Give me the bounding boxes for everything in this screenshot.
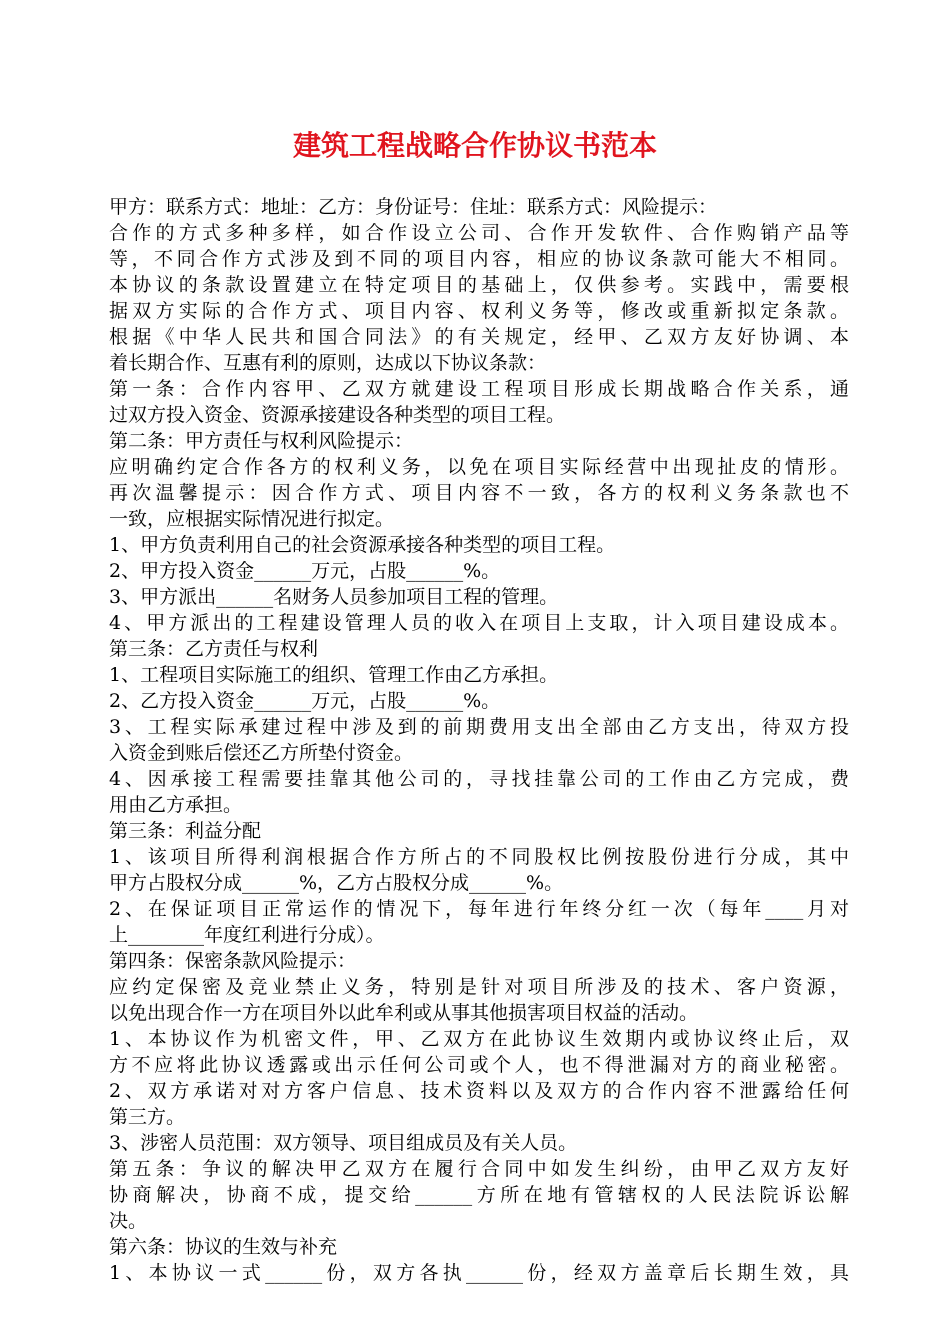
text-line: 3、甲方派出______名财务人员参加项目工程的管理。 <box>109 586 559 608</box>
text-line: 4、甲方派出的工程建设管理人员的收入在项目上支取，计入项目建设成本。 <box>109 612 849 634</box>
text-line: 协商解决，协商不成，提交给______方所在地有管辖权的人民法院诉讼解 <box>109 1184 849 1206</box>
text-line: 应明确约定合作各方的权利义务，以免在项目实际经营中出现扯皮的情形。 <box>109 456 849 478</box>
text-line: 3、工程实际承建过程中涉及到的前期费用支出全部由乙方支出，待双方投 <box>109 716 849 738</box>
text-line: 第四条：保密条款风险提示： <box>109 950 357 972</box>
text-line: 决。 <box>109 1210 148 1232</box>
text-line: 2、双方承诺对对方客户信息、技术资料以及双方的合作内容不泄露给任何 <box>109 1080 849 1102</box>
document-body <box>109 194 849 1286</box>
text-line: 据双方实际的合作方式、项目内容、权利义务等，修改或重新拟定条款。 <box>109 300 849 322</box>
text-line: 第六条：协议的生效与补充 <box>109 1236 338 1258</box>
text-line: 第五条：争议的解决甲乙双方在履行合同中如发生纠纷，由甲乙双方友好 <box>109 1158 849 1180</box>
text-line: 3、涉密人员范围：双方领导、项目组成员及有关人员。 <box>109 1132 578 1154</box>
text-line: 第三条：利益分配 <box>109 820 262 842</box>
text-line: 2、甲方投入资金______万元，占股______%。 <box>109 560 501 582</box>
text-line: 第一条：合作内容甲、乙双方就建设工程项目形成长期战略合作关系，通 <box>109 378 849 400</box>
text-line: 合作的方式多种多样，如合作设立公司、合作开发软件、合作购销产品等 <box>109 222 849 244</box>
text-line: 根据《中华人民共和国合同法》的有关规定，经甲、乙双方友好协调、本 <box>109 326 849 348</box>
text-line: 1、该项目所得利润根据合作方所占的不同股权比例按股份进行分成，其中 <box>109 846 849 868</box>
text-line: 用由乙方承担。 <box>109 794 243 816</box>
text-line: 甲方：联系方式：地址：乙方：身份证号：住址：联系方式：风险提示： <box>109 196 718 218</box>
text-line: 过双方投入资金、资源承接建设各种类型的项目工程。 <box>109 404 566 426</box>
text-line: 1、甲方负责利用自己的社会资源承接各种类型的项目工程。 <box>109 534 616 556</box>
text-line: 第三方。 <box>109 1106 186 1128</box>
text-line: 一致，应根据实际情况进行拟定。 <box>109 508 395 530</box>
text-line: 第二条：甲方责任与权利风险提示： <box>109 430 414 452</box>
text-line: 1、本协议作为机密文件，甲、乙双方在此协议生效期内或协议终止后，双 <box>109 1028 849 1050</box>
text-line: 第三条：乙方责任与权利 <box>109 638 319 660</box>
text-line: 2、在保证项目正常运作的情况下，每年进行年终分红一次（每年____月对 <box>109 898 849 920</box>
text-line: 本协议的条款设置建立在特定项目的基础上，仅供参考。实践中，需要根 <box>109 274 849 296</box>
document-title: 建筑工程战略合作协议书范本 <box>292 129 657 162</box>
text-line: 方不应将此协议透露或出示任何公司或个人，也不得泄漏对方的商业秘密。 <box>109 1054 849 1076</box>
text-line: 应约定保密及竞业禁止义务，特别是针对项目所涉及的技术、客户资源， <box>109 976 849 998</box>
text-line: 2、乙方投入资金______万元，占股______%。 <box>109 690 501 712</box>
text-line: 甲方占股权分成______%，乙方占股权分成______%。 <box>109 872 564 894</box>
text-line: 再次温馨提示：因合作方式、项目内容不一致，各方的权利义务条款也不 <box>109 482 849 504</box>
text-line: 等，不同合作方式涉及到不同的项目内容，相应的协议条款可能大不相同。 <box>109 248 849 270</box>
text-line: 1、本协议一式______份，双方各执______份，经双方盖章后长期生效，具 <box>109 1262 849 1284</box>
text-line: 上________年度红利进行分成）。 <box>109 924 385 946</box>
text-line: 以免出现合作一方在项目外以此牟利或从事其他损害项目权益的活动。 <box>109 1002 699 1024</box>
text-line: 入资金到账后偿还乙方所垫付资金。 <box>109 742 414 764</box>
text-line: 4、因承接工程需要挂靠其他公司的，寻找挂靠公司的工作由乙方完成，费 <box>109 768 849 790</box>
text-line: 1、工程项目实际施工的组织、管理工作由乙方承担。 <box>109 664 559 686</box>
text-line: 着长期合作、互惠有利的原则，达成以下协议条款： <box>109 352 547 374</box>
